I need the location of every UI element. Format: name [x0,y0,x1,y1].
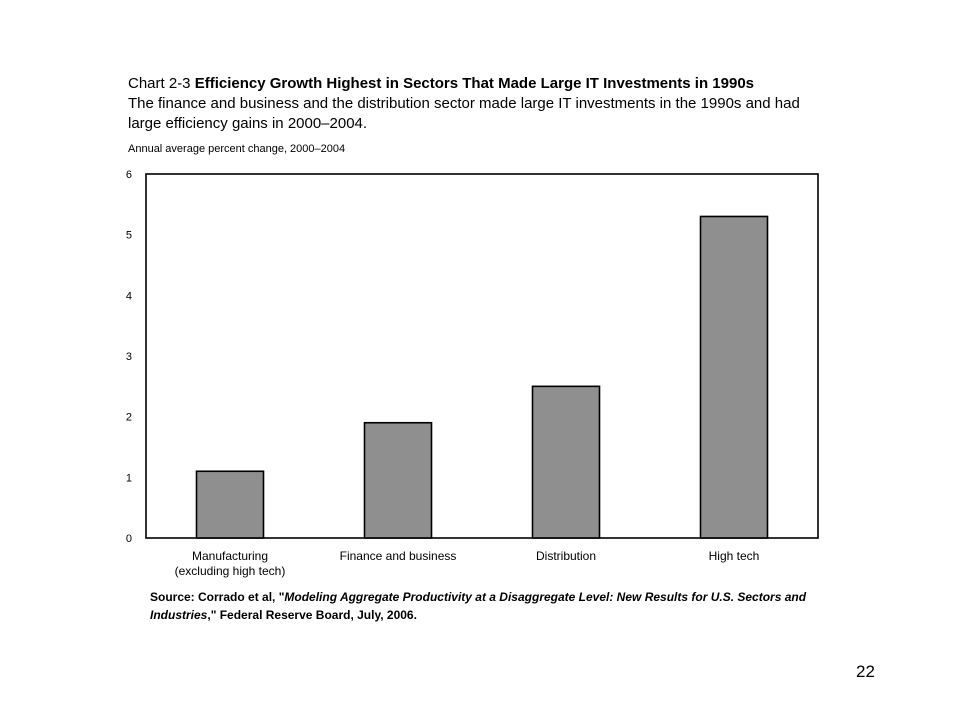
bar [701,216,768,538]
source-note [150,588,830,624]
y-tick-label: 2 [125,411,132,424]
y-tick-label: 5 [125,229,132,242]
bar [533,386,600,538]
x-tick-label: High tech [708,549,760,563]
y-tick-label: 4 [125,290,132,303]
chart-title-text: Efficiency Growth Highest in Sectors That Made Large IT Investments in 1990s [194,75,755,92]
chart-number: Chart 2-3 [128,75,195,92]
source-title: Modeling Aggregate Productivity at a Disaggregate Level: New Results for U.S. Sectors and Industries [150,590,807,622]
chart-subtitle: The finance and business and the distribution sector made large IT investments in the 1990s and had large efficiency gains in 2000–2004. [128,95,800,132]
x-tick-label: Distribution [535,549,597,563]
x-tick-label: Manufacturing (excluding high tech) [174,549,286,578]
y-tick-label: 1 [125,472,132,485]
y-tick-label: 0 [125,533,132,545]
bar [197,471,264,538]
y-axis-unit-label: Annual average percent change, 2000–2004 [128,143,346,155]
source-suffix: ," Federal Reserve Board, July, 2006. [207,608,417,622]
page-number: 22 [856,662,875,681]
y-tick-label: 6 [125,169,132,181]
bar [365,423,432,538]
y-tick-label: 3 [125,351,132,363]
source-prefix: Source: Corrado et al, " [150,590,285,604]
x-tick-label: Finance and business [339,549,457,563]
